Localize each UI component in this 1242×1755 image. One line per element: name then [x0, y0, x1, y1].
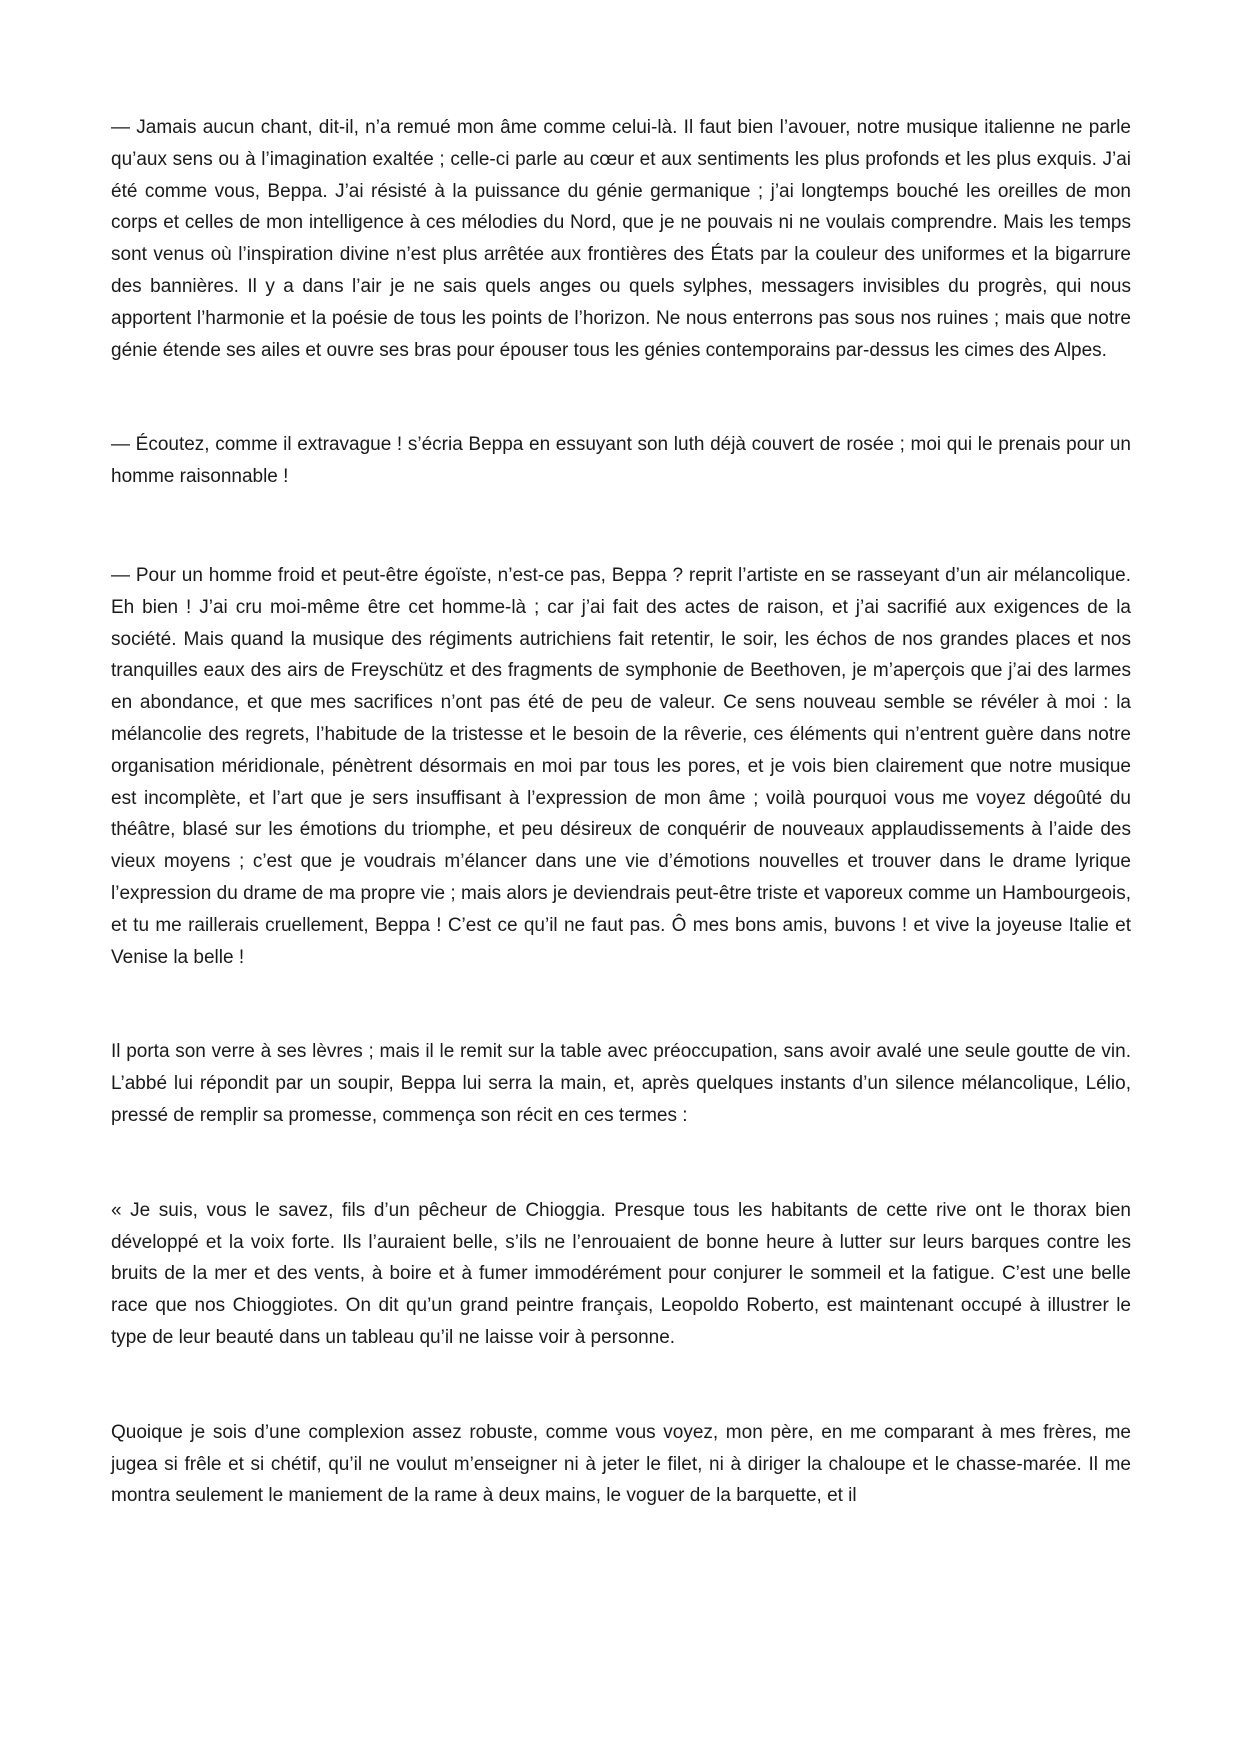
paragraph-2: — Écoutez, comme il extravague ! s’écria Beppa en essuyant son luth déjà couvert de rosée ; moi qui le prenais pour un homme raisonnable ! [111, 434, 1131, 488]
paragraph-6: Quoique je sois d’une complexion assez robuste, comme vous voyez, mon père, en me comparant à mes frères, me jugea si frêle et si chétif, qu’il ne voulut m’enseigner ni à jeter le filet, ni à diriger la chaloupe et le chasse-marée. Il me montra seulement le maniement de la rame à deux mains, le voguer de la barquette, et il [111, 1421, 1131, 1507]
paragraph-3: — Pour un homme froid et peut-être égoïste, n’est-ce pas, Beppa ? reprit l’artiste en se rasseyant d’un air mélancolique. Eh bien ! J’ai cru moi-même être cet homme-là ; car j’ai fait des actes de raison, et j’ai sacrifié aux exigences de la société. Mais quand la musique des régiments autrichiens fait retentir, le soir, les échos de nos grandes places et nos tranquilles eaux des airs de Freyschütz et des fragments de symphonie de Beethoven, je m’aperçois que j’ai des larmes en abondance, et que mes sacrifices n’ont pas été de peu de valeur. Ce sens nouveau semble se révéler à moi : la mélancolie des regrets, l’habitude de la tristesse et le besoin de la rêverie, ces éléments qui n’entrent guère dans notre organisation méridionale, pénètrent désormais en moi par tous les pores, et je vois bien clairement que notre musique est incomplète, et l’art que je sers insuffisant à l’expression de mon âme ; voilà pourquoi vous me voyez dégoûté du théâtre, blasé sur les émotions du triomphe, et peu désireux de conquérir de nouveaux applaudissements à l’aide des vieux moyens ; c’est que je voudrais m’élancer dans une vie d’émotions nouvelles et trouver dans le drame lyrique l’expression du drame de ma propre vie ; mais alors je deviendrais peut-être triste et vaporeux comme un Hambourgeois, et tu me raillerais cruellement, Beppa ! C’est ce qu’il ne faut pas. Ô mes bons amis, buvons ! et vive la joyeuse Italie et Venise la belle ! [111, 564, 1131, 968]
paragraph-spacer [111, 1132, 1131, 1195]
paragraph-4: Il porta son verre à ses lèvres ; mais il le remit sur la table avec préoccupation, sans avoir avalé une seule goutte de vin. L’abbé lui répondit par un soupir, Beppa lui serra la main, et, après quelques instants d’un silence mélancolique, Lélio, pressé de remplir sa promesse, commença son récit en ces termes : [111, 1041, 1131, 1126]
paragraph-5: « Je suis, vous le savez, fils d’un pêcheur de Chioggia. Presque tous les habitants de cette rive ont le thorax bien développé et la voix forte. Ils l’auraient belle, s’ils ne l’enrouaient de bonne heure à lutter sur leurs barques contre les bruits de la mer et des vents, à boire et à fumer immodérément pour conjurer le sommeil et la fatigue. C’est une belle race que nos Chioggiotes. On dit qu’un grand peintre français, Leopoldo Roberto, est maintenant occupé à illustrer le type de leur beauté dans un tableau qu’il ne laisse voir à personne. [111, 1199, 1131, 1348]
paragraph-1: — Jamais aucun chant, dit-il, n’a remué mon âme comme celui-là. Il faut bien l’avouer, notre musique italienne ne parle qu’aux sens ou à l’imagination exaltée ; celle-ci parle au cœur et aux sentiments les plus profonds et les plus exquis. J’ai été comme vous, Beppa. J’ai résisté à la puissance du génie germanique ; j’ai longtemps bouché les oreilles de mon corps et celles de mon intelligence à ces mélodies du Nord, que je ne pouvais ni ne voulais comprendre. Mais les temps sont venus où l’inspiration divine n’est plus arrêtée aux frontières des États par la couleur des uniformes et la bigarrure des bannières. Il y a dans l’air je ne sais quels anges ou quels sylphes, messagers invisibles du progrès, qui nous apportent l’harmonie et la poésie de tous les points de l’horizon. Ne nous enterrons pas sous nos ruines ; mais que notre génie étende ses ailes et ouvre ses bras pour épouser tous les génies contemporains par-dessus les cimes des Alpes. [111, 117, 1131, 361]
document-page [111, 112, 1131, 1512]
paragraph-spacer [111, 366, 1131, 429]
paragraph-spacer [111, 1354, 1131, 1417]
paragraph-spacer [111, 973, 1131, 1036]
paragraph-spacer [111, 493, 1131, 560]
